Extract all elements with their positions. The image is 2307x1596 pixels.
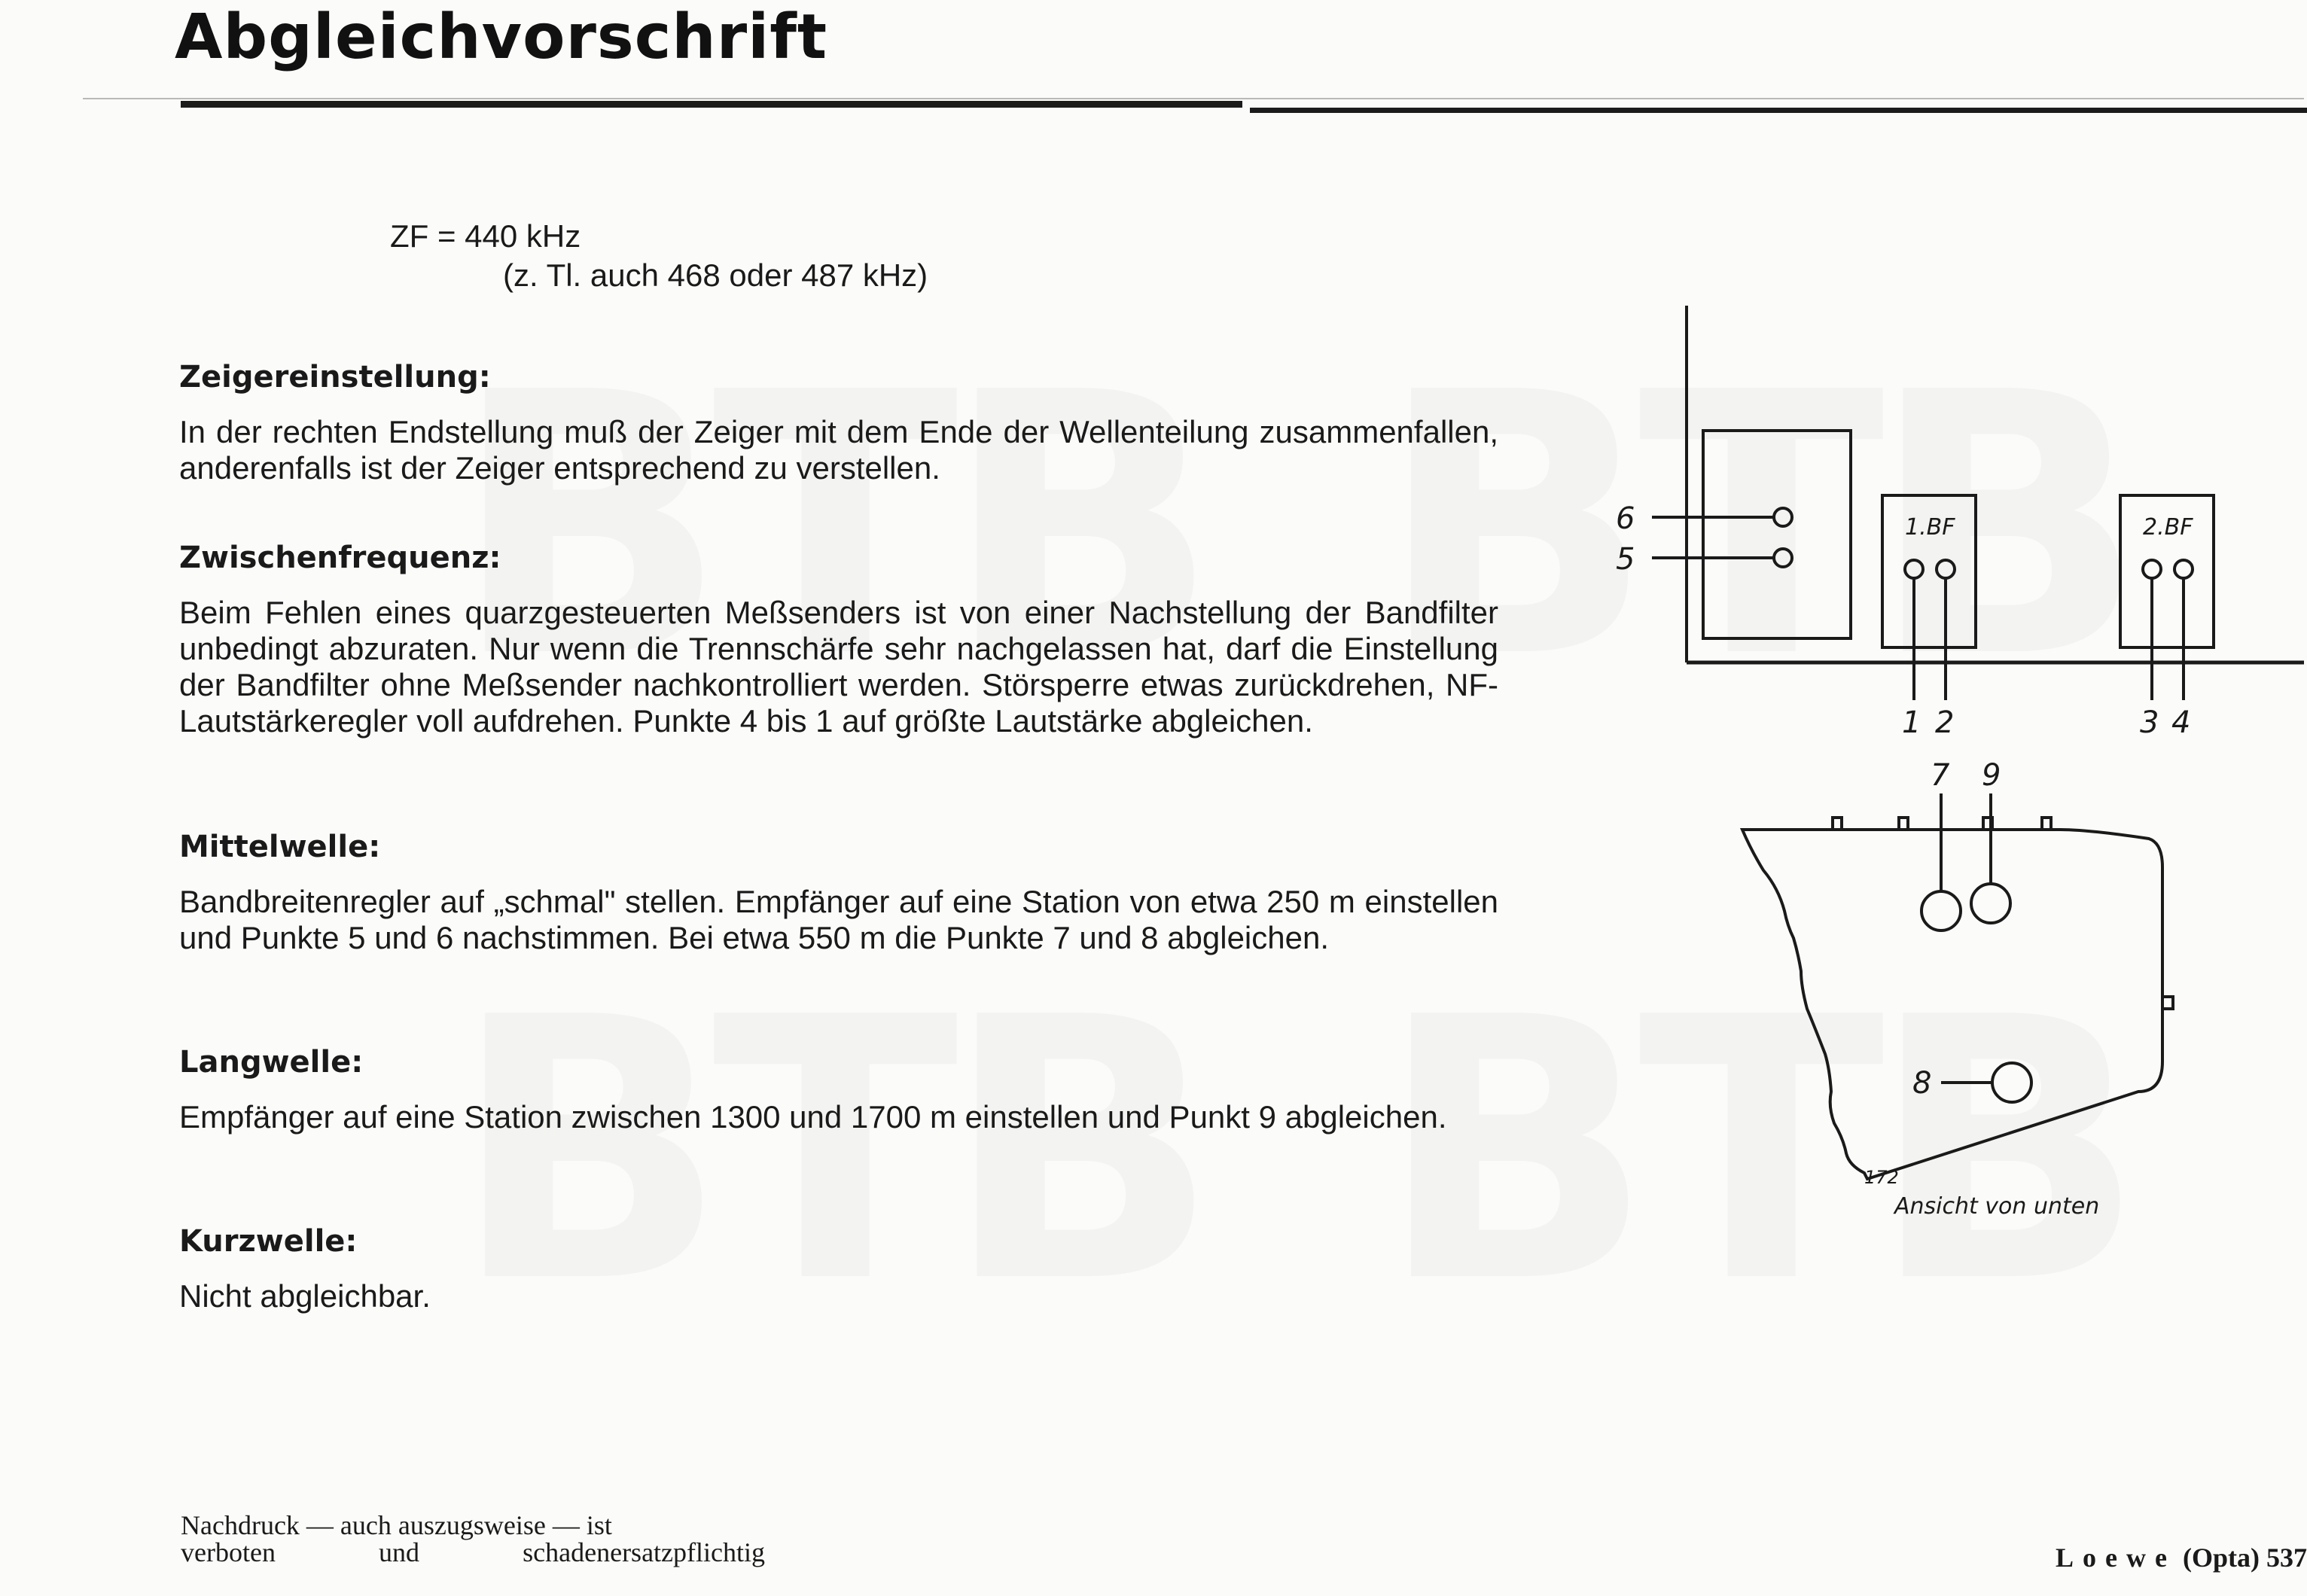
- reprint-word: schadenersatzpflichtig: [523, 1537, 765, 1567]
- section-heading: Zwischenfrequenz:: [179, 541, 501, 575]
- label-bf1: 1.BF: [1905, 514, 1955, 541]
- adjust-point-6: [1774, 508, 1792, 526]
- section-heading: Zeigereinstellung:: [179, 360, 491, 394]
- alignment-diagram: [1604, 301, 2304, 1242]
- adjust-point-5: [1774, 549, 1792, 567]
- chassis-outline: [1742, 830, 2162, 1179]
- section-text: Bandbreitenregler auf „schmal" stellen. Empfänger auf eine Station von etwa 250 m einstellen und Punkte 5 und 6 nachstimmen. Bei etwa 550 m die Punkte 7 und 8 abgleichen.: [179, 884, 1498, 955]
- reprint-notice-line1: Nachdruck — auch auszugsweise — ist: [181, 1510, 612, 1540]
- section-text: Beim Fehlen eines quarzgesteuerten Meßsenders ist von einer Nachstellung der Bandfilter unbedingt abzuraten. Nur wenn die Trennschärfe sehr nachgelassen hat, darf die Einstellung der Bandfilter ohne Meßsender nachkontrolliert werden. Störsperre etwas zurückdrehen, NF-Lautstärkeregler voll aufdrehen. Punkte 4 bis 1 auf größte Lautstärke abgleichen.: [179, 595, 1498, 739]
- adjust-point-9: [1971, 884, 2010, 923]
- chassis-tab-4: [2042, 818, 2051, 830]
- brand-name: Loewe: [2056, 1543, 2176, 1573]
- diagram-caption: Ansicht von unten: [1894, 1193, 2100, 1220]
- figure-number: 172: [1864, 1167, 1899, 1188]
- section-zwischenfrequenz: [179, 541, 1498, 739]
- adjust-point-3: [2143, 560, 2161, 578]
- page-footer-brand: [2056, 1542, 2307, 1573]
- adjust-point-8: [1992, 1063, 2031, 1102]
- zf-frequency: ZF = 440 kHz: [390, 218, 581, 254]
- section-zeigereinstellung: [179, 360, 1498, 486]
- section-text: Nicht abgleichbar.: [179, 1278, 431, 1314]
- section-text: Empfänger auf eine Station zwischen 1300 und 1700 m einstellen und Punkt 9 abgleichen.: [179, 1099, 1447, 1135]
- header-rule-right: [1250, 108, 2307, 113]
- section-heading: Langwelle:: [179, 1045, 364, 1080]
- section-langwelle: [179, 1045, 1498, 1135]
- chassis-side-tab: [2162, 997, 2173, 1009]
- label-2: 2: [1935, 705, 1955, 740]
- label-8: 8: [1912, 1066, 1932, 1101]
- label-7: 7: [1931, 758, 1950, 793]
- zf-alternatives: (z. Tl. auch 468 oder 487 kHz): [503, 257, 928, 293]
- adjust-point-4: [2174, 560, 2193, 578]
- label-bf2: 2.BF: [2143, 514, 2193, 541]
- reprint-word: und: [379, 1537, 420, 1567]
- coil-box: [1703, 431, 1851, 638]
- reprint-notice-line2: [181, 1539, 765, 1566]
- adjust-point-2: [1937, 560, 1955, 578]
- header-rule-thin: [83, 98, 2304, 99]
- label-3: 3: [2140, 705, 2159, 740]
- chassis-tab-2: [1899, 818, 1908, 830]
- chassis-tab-1: [1833, 818, 1842, 830]
- label-6: 6: [1616, 501, 1635, 536]
- page-title: Abgleichvorschrift: [175, 2, 828, 73]
- label-4: 4: [2171, 705, 2191, 740]
- section-text: In der rechten Endstellung muß der Zeiger mit dem Ende der Wellenteilung zusammenfallen, anderenfalls ist der Zeiger entsprechend zu verstellen.: [179, 414, 1498, 486]
- reprint-word: verboten: [181, 1537, 276, 1567]
- label-5: 5: [1616, 542, 1635, 577]
- reprint-notice: [181, 1512, 765, 1566]
- section-heading: Kurzwelle:: [179, 1224, 358, 1259]
- adjust-point-1: [1905, 560, 1923, 578]
- adjust-point-7: [1921, 891, 1961, 930]
- page-number: 537: [2266, 1543, 2307, 1573]
- brand-paren: (Opta): [2183, 1543, 2260, 1573]
- section-heading: Mittelwelle:: [179, 830, 381, 864]
- label-1: 1: [1902, 705, 1921, 740]
- section-kurzwelle: [179, 1224, 1498, 1314]
- label-9: 9: [1982, 758, 2001, 793]
- section-mittelwelle: [179, 830, 1498, 956]
- header-rule-left: [181, 101, 1242, 108]
